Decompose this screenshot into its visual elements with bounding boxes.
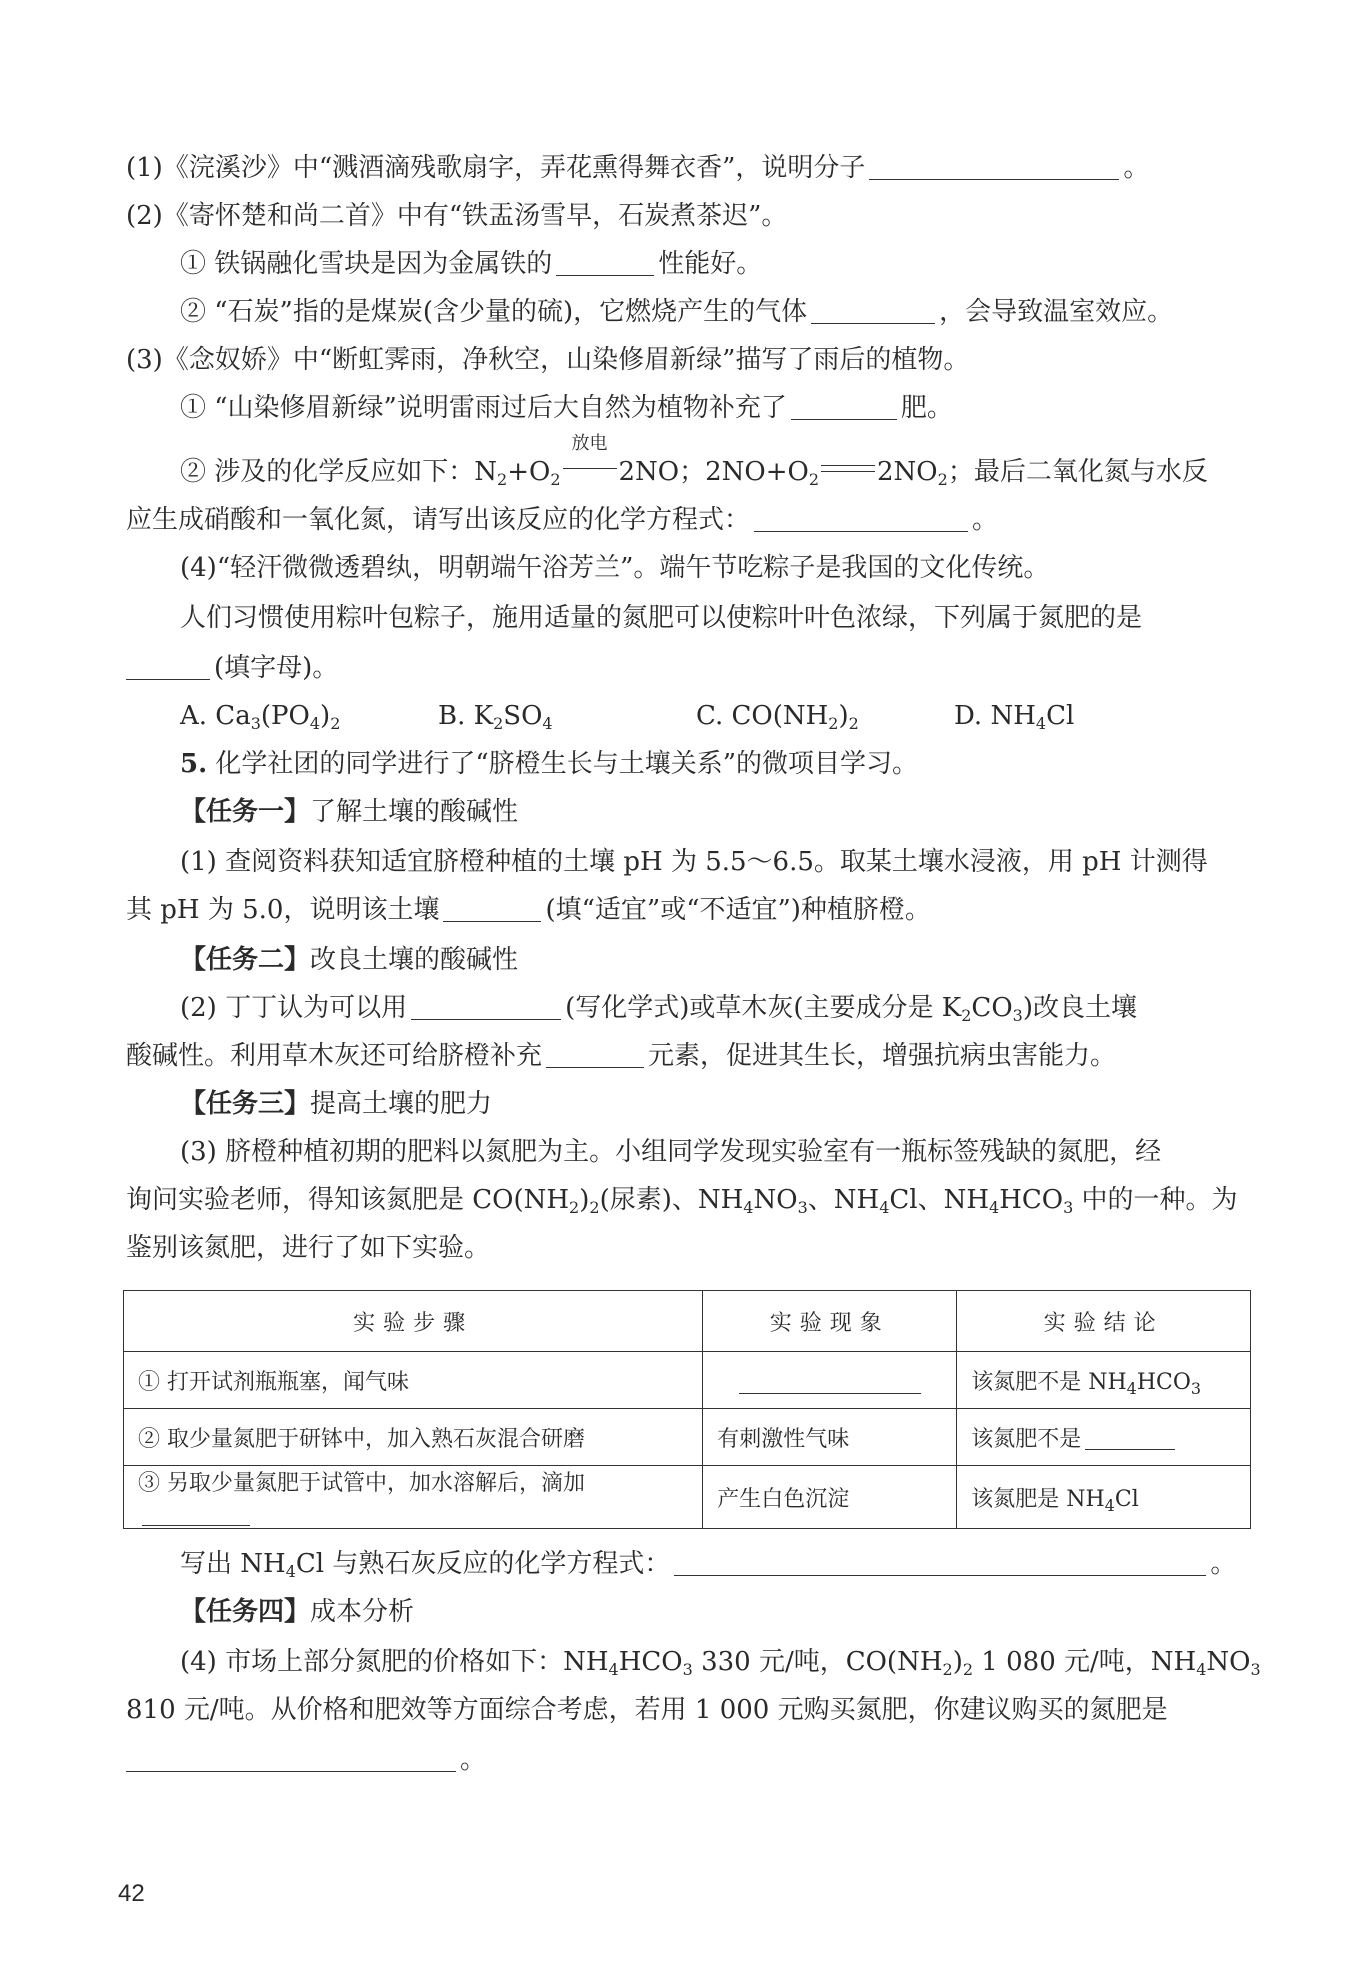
task4-line1: (4) 市场上部分氮肥的价格如下：$NH_4HCO_3$ 330 元/吨，$CO(NH_2)_2$ 1 080 元/吨，$NH_4NO_3$ xyxy=(180,1647,1261,1679)
option-d[interactable]: D. $NH_4Cl$ xyxy=(954,701,1075,733)
q4-part2-item1: ① 铁锅融化雪块是因为金属铁的 性能好。 xyxy=(180,249,763,279)
conclusion-cell: 该氮肥是 $NH_4Cl$ xyxy=(957,1466,1251,1529)
answer-blank[interactable] xyxy=(739,1365,921,1394)
answer-blank[interactable] xyxy=(556,247,654,276)
task2-heading: 【任务二】改良土壤的酸碱性 xyxy=(180,945,519,975)
task2-line1: (2) 丁丁认为可以用 (写化学式)或草木灰(主要成分是 $K_2CO_3$)改良土壤 xyxy=(180,993,1137,1025)
answer-blank[interactable] xyxy=(443,893,541,922)
phenomenon-cell: 产生白色沉淀 xyxy=(703,1466,957,1529)
task4-heading: 【任务四】成本分析 xyxy=(180,1597,415,1627)
task3-line3: 鉴别该氮肥，进行了如下实验。 xyxy=(126,1233,491,1263)
equals-sign xyxy=(821,456,875,482)
table-header-row xyxy=(124,1291,1251,1352)
q4-part3-item1: ① “山染修眉新绿”说明雷雨过后大自然为植物补充了 肥。 xyxy=(180,393,953,423)
task4-line2: 810 元/吨。从价格和肥效等方面综合考虑，若用 1 000 元购买氮肥，你建议购买的氮肥是 xyxy=(126,1695,1168,1725)
experiment-table xyxy=(123,1290,1251,1529)
phenomenon-cell xyxy=(703,1352,957,1409)
answer-blank[interactable] xyxy=(126,651,210,680)
equation-blank[interactable] xyxy=(754,503,968,532)
table-header-cell: 实验现象 xyxy=(703,1291,957,1352)
q4-part4-line2: 人们习惯使用粽叶包粽子，施用适量的氮肥可以使粽叶叶色浓绿，下列属于氮肥的是 xyxy=(180,603,1143,633)
task3-line1: (3) 脐橙种植初期的肥料以氮肥为主。小组同学发现实验室有一瓶标签残缺的氮肥，经 xyxy=(180,1137,1162,1167)
phenomenon-cell: 有刺激性气味 xyxy=(703,1409,957,1466)
task1-line1: (1) 查阅资料获知适宜脐橙种植的土壤 pH 为 5.5～6.5。取某土壤水浸液，用 pH 计测得 xyxy=(180,847,1208,877)
q4-part4-line3: (填字母)。 xyxy=(126,648,1254,688)
q4-part3: (3)《念奴娇》中“断虹霁雨，净秋空，山染修眉新绿”描写了雨后的植物。 xyxy=(126,345,970,375)
q4-part1: (1)《浣溪沙》中“溅酒滴残歌扇字，弄花熏得舞衣香”，说明分子 。 xyxy=(126,153,1150,183)
page-number: 42 xyxy=(118,1880,145,1907)
answer-blank[interactable] xyxy=(791,391,897,420)
task1-heading: 【任务一】了解土壤的酸碱性 xyxy=(180,797,519,827)
step-cell: ① 打开试剂瓶瓶塞，闻气味 xyxy=(124,1352,703,1409)
table-header-cell: 实验结论 xyxy=(957,1291,1251,1352)
equation-prompt: 写出 $NH_4Cl$ 与熟石灰反应的化学方程式： 。 xyxy=(180,1549,1237,1581)
q4-part3-item2: ② 涉及的化学反应如下：$N_2+O_2$ 放电 2NO；$2NO+O_2$ $2NO_2$；最后二氧化氮与水反 xyxy=(180,433,1208,489)
step-cell: ③ 另取少量氮肥于试管中，加水溶解后，滴加 xyxy=(124,1466,703,1529)
q4-part2: (2)《寄怀楚和尚二首》中有“铁盂汤雪早，石炭煮茶迟”。 xyxy=(126,201,788,231)
q4-options xyxy=(180,696,1254,736)
option-c[interactable]: C. $CO(NH_2)_2$ xyxy=(696,701,859,733)
option-a[interactable]: A. $Ca_3(PO_4)_2$ xyxy=(180,701,341,733)
table-row xyxy=(124,1409,1251,1466)
table-header-cell: 实验步骤 xyxy=(124,1291,703,1352)
answer-blank[interactable] xyxy=(142,1497,250,1526)
conclusion-cell: 该氮肥不是 $NH_4HCO_3$ xyxy=(957,1352,1251,1409)
q4-part2-item2: ② “石炭”指的是煤炭(含少量的硫)，它燃烧产生的气体 ，会导致温室效应。 xyxy=(180,297,1174,327)
task3-heading: 【任务三】提高土壤的肥力 xyxy=(180,1089,493,1119)
reaction-arrow: 放电 xyxy=(563,456,617,482)
answer-blank[interactable] xyxy=(1085,1421,1175,1450)
q4-part4: (4)“轻汗微微透碧纨，明朝端午浴芳兰”。端午节吃粽子是我国的文化传统。 xyxy=(180,553,1050,583)
task2-line2: 酸碱性。利用草木灰还可给脐橙补充 元素，促进其生长，增强抗病虫害能力。 xyxy=(126,1041,1117,1071)
q5-intro: 5. 化学社团的同学进行了“脐橙生长与土壤关系”的微项目学习。 xyxy=(180,749,919,779)
answer-blank[interactable] xyxy=(546,1039,644,1068)
conclusion-cell: 该氮肥不是 xyxy=(957,1409,1251,1466)
table-row xyxy=(124,1466,1251,1529)
step-cell: ② 取少量氮肥于研钵中，加入熟石灰混合研磨 xyxy=(124,1409,703,1466)
task3-line2: 询问实验老师，得知该氮肥是 $CO(NH_2)_2$(尿素)、$NH_4NO_3$、$NH_4Cl$、$NH_4HCO_3$ 中的一种。为 xyxy=(126,1185,1238,1217)
q4-part3-item2-cont: 应生成硝酸和一氧化氮，请写出该反应的化学方程式： 。 xyxy=(126,505,999,535)
task4-line3: 。 xyxy=(126,1740,1254,1780)
answer-blank[interactable] xyxy=(869,151,1119,180)
equation-blank[interactable] xyxy=(674,1547,1206,1576)
answer-blank[interactable] xyxy=(811,295,935,324)
formula-blank[interactable] xyxy=(411,991,561,1020)
task1-line2: 其 pH 为 5.0，说明该土壤 (填“适宜”或“不适宜”)种植脐橙。 xyxy=(126,895,931,925)
table-row xyxy=(124,1352,1251,1409)
answer-blank[interactable] xyxy=(126,1743,456,1772)
option-b[interactable]: B. $K_2SO_4$ xyxy=(438,701,553,733)
